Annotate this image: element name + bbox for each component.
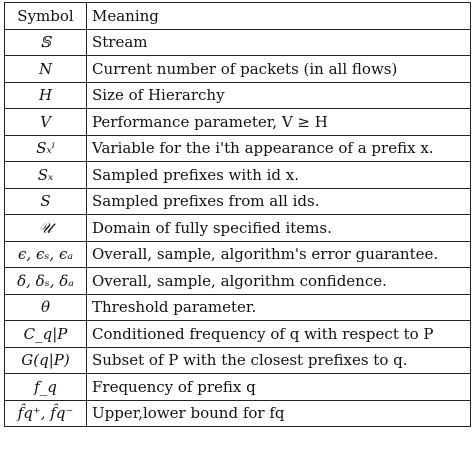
meaning-cell: Subset of P with the closest prefixes to q. [87, 347, 471, 374]
symbol-text: C_q|P [23, 324, 68, 343]
table-row [5, 268, 471, 295]
symbol-text: θ [40, 298, 51, 316]
symbol-text: 𝕊 [40, 33, 51, 51]
table-row [5, 400, 471, 427]
meaning-cell: Conditioned frequency of q with respect to P [87, 321, 471, 348]
meaning-cell: Variable for the i'th appearance of a prefix x. [87, 135, 471, 162]
table-row [5, 162, 471, 189]
meaning-cell: Sampled prefixes with id x. [87, 162, 471, 189]
symbol-cell [5, 374, 87, 401]
table-row [5, 29, 471, 56]
symbol-cell [5, 321, 87, 348]
meaning-cell: Stream [87, 29, 471, 56]
symbol-text: S [40, 192, 51, 210]
symbol-cell [5, 268, 87, 295]
table-row [5, 374, 471, 401]
symbol-text: 𝒰 [38, 218, 53, 237]
symbol-text: f_q [34, 377, 57, 396]
table-row [5, 135, 471, 162]
symbol-cell [5, 135, 87, 162]
meaning-cell: Sampled prefixes from all ids. [87, 188, 471, 215]
meaning-cell: Upper,lower bound for fq [87, 400, 471, 427]
table-row [5, 294, 471, 321]
meaning-cell: Performance parameter, V ≥ H [87, 109, 471, 136]
symbol-cell [5, 56, 87, 83]
symbol-cell [5, 215, 87, 242]
symbol-cell [5, 241, 87, 268]
table-row [5, 215, 471, 242]
table-body [5, 29, 471, 427]
meaning-column-header: Meaning [87, 3, 471, 30]
table-row [5, 347, 471, 374]
header-row [5, 3, 471, 30]
symbol-cell [5, 82, 87, 109]
meaning-cell: Overall, sample, algorithm confidence. [87, 268, 471, 295]
symbol-text: δ, δₛ, δₐ [17, 271, 74, 290]
symbol-cell [5, 188, 87, 215]
symbol-text: f̂q⁺, f̂q⁻ [17, 404, 74, 422]
meaning-cell: Current number of packets (in all flows) [87, 56, 471, 83]
table-row [5, 321, 471, 348]
table-row [5, 188, 471, 215]
symbol-text: N [38, 59, 53, 78]
symbol-cell [5, 294, 87, 321]
symbol-text: Sₓ [37, 165, 54, 184]
symbol-text: H [38, 86, 53, 104]
table-row [5, 241, 471, 268]
symbol-text: G(q|P) [21, 351, 70, 369]
symbol-text: Sₓⁱ [36, 139, 55, 157]
meaning-cell: Threshold parameter. [87, 294, 471, 321]
table-row [5, 56, 471, 83]
symbols-table [4, 2, 471, 427]
symbol-column-header: Symbol [5, 3, 87, 30]
symbol-cell [5, 400, 87, 427]
table-header [5, 3, 471, 30]
symbol-cell [5, 29, 87, 56]
symbol-cell [5, 109, 87, 136]
symbol-cell [5, 347, 87, 374]
table-row [5, 109, 471, 136]
meaning-cell: Overall, sample, algorithm's error guarantee. [87, 241, 471, 268]
symbol-cell [5, 162, 87, 189]
symbol-text: V [40, 112, 51, 131]
meaning-cell: Frequency of prefix q [87, 374, 471, 401]
symbol-text: ϵ, ϵₛ, ϵₐ [18, 245, 73, 263]
meaning-cell: Size of Hierarchy [87, 82, 471, 109]
table-row [5, 82, 471, 109]
meaning-cell: Domain of fully specified items. [87, 215, 471, 242]
